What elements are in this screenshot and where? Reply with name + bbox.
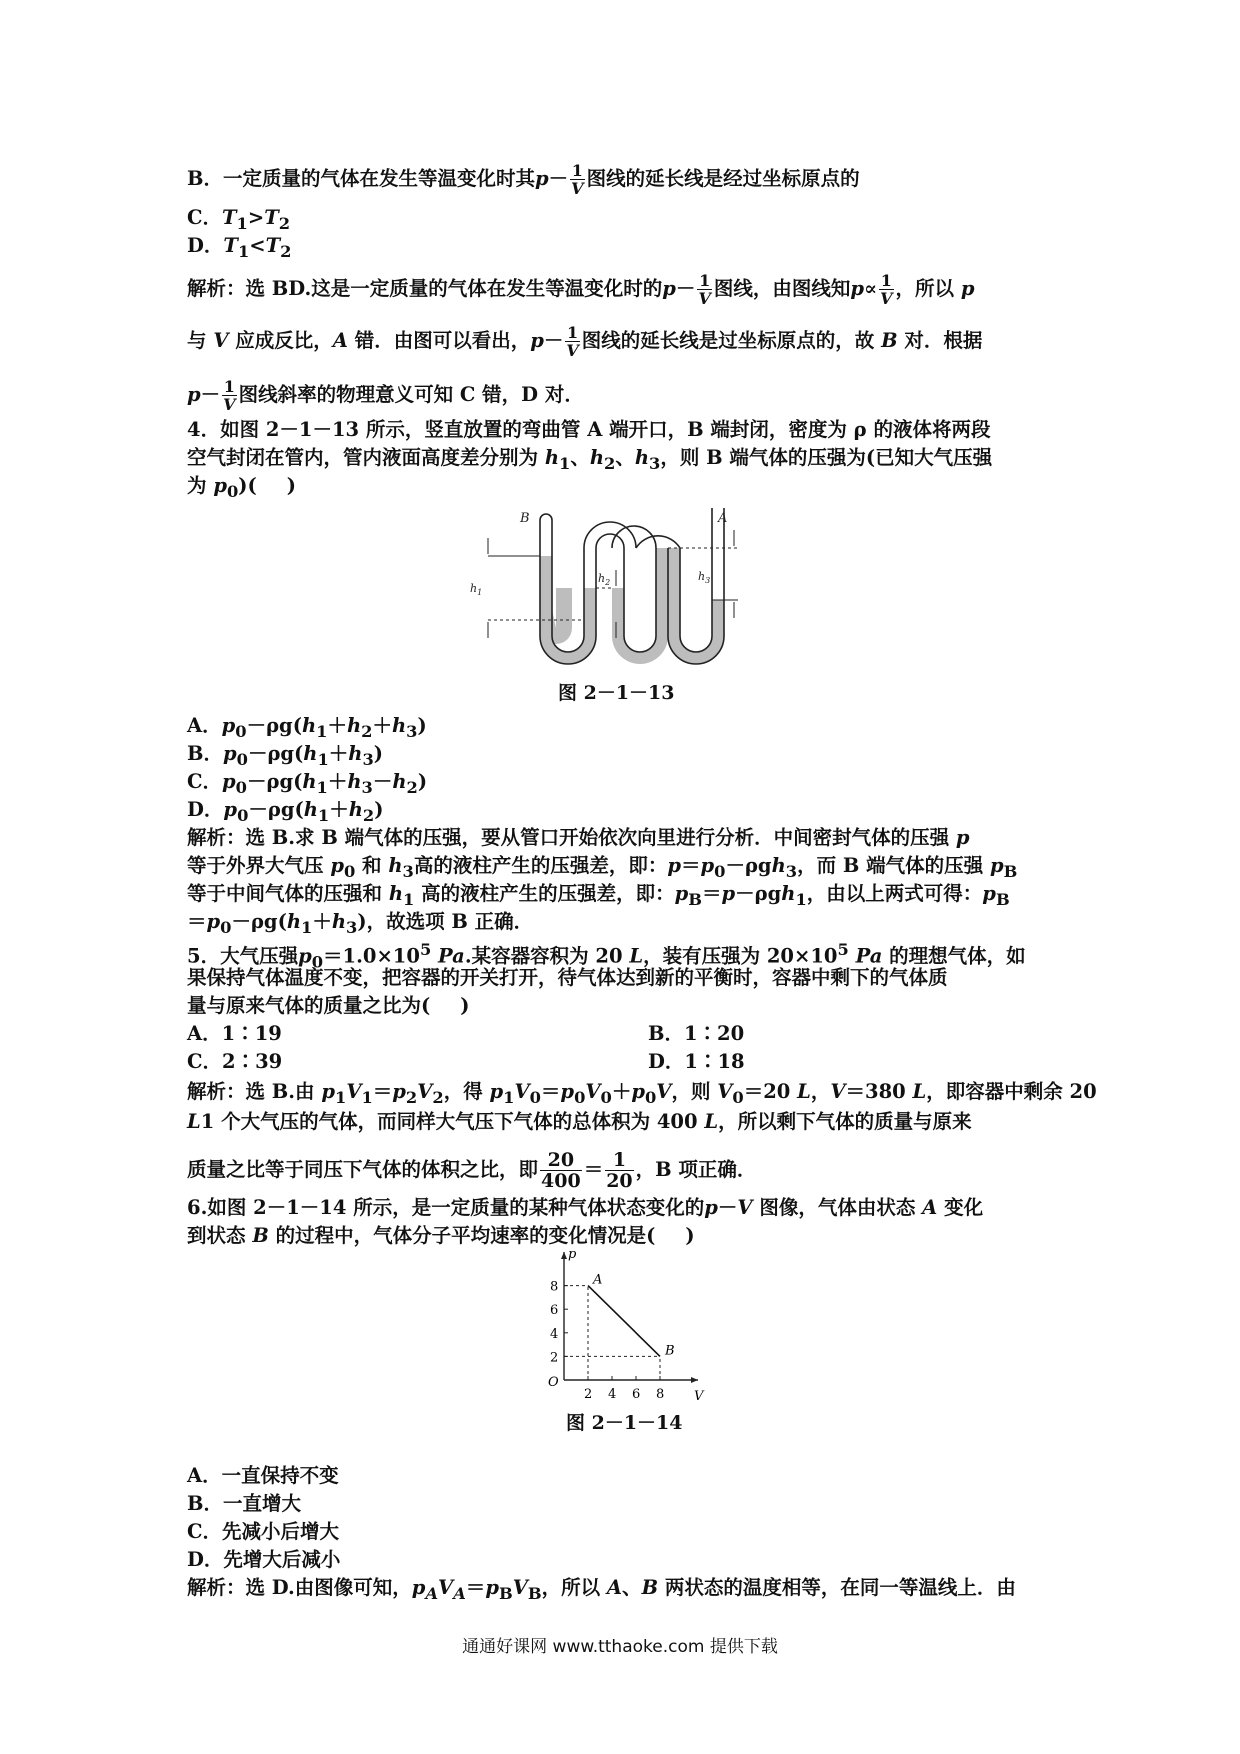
label-h2: $h_2$ <box>598 572 611 587</box>
q6-option-d: D．先增大后减小 <box>187 1548 341 1571</box>
x-axis-label: V <box>694 1389 704 1404</box>
q6-stem-line2: 到状态 B 的过程中，气体分子平均速率的变化情况是( ) <box>187 1224 695 1247</box>
q6-option-a: A．一直保持不变 <box>187 1464 339 1487</box>
origin-label: O <box>548 1375 559 1390</box>
q5-option-c: C．2∶39 <box>187 1050 283 1073</box>
q4-solution-line3: 等于中间气体的压强和 $h_1$ 高的液柱产生的压强差，即：$p_B=p-\rho gh_1$，由以上两式可得：$p_B$ <box>187 882 1010 909</box>
label-h1: $h_1$ <box>470 582 483 597</box>
point-label-a: A <box>593 1272 603 1288</box>
q4-option-d: D．$p_0-\rho g(h_1+h_2)$ <box>187 798 384 825</box>
q4-option-b: B．$p_0-\rho g(h_1+h_3)$ <box>187 742 384 769</box>
figure-caption-2-1-13: 图 2－1－13 <box>558 682 675 704</box>
q5-solution-line2: L1 个大气压的气体，而同样大气压下气体的总体积为 400 L，所以剩下气体的质量与原来 <box>187 1110 972 1133</box>
q5-stem-line2: 果保持气体温度不变，把容器的开关打开，待气体达到新的平衡时，容器中剩下的气体质 <box>187 966 948 989</box>
series-line <box>588 1286 660 1357</box>
y-tick-label: 2 <box>550 1350 559 1366</box>
y-axis-label: p <box>568 1247 577 1262</box>
y-tick-label: 6 <box>550 1303 559 1319</box>
u-tube-figure <box>470 508 738 676</box>
q6-option-b: B．一直增大 <box>187 1492 301 1515</box>
q3-solution-line2: 与 V 应成反比，A 错．由图可以看出，p－ $\frac{1}{V}$ 图线的延长线是过坐标原点的，故 B 对．根据 <box>187 323 983 360</box>
q5-stem-line1: 5．大气压强$p_0=1.0\times 10^5$ Pa.某容器容积为 20 L，装有压强为 $20\times 10^5$ Pa 的理想气体，如 <box>187 940 1026 972</box>
q3-solution-line3: p－ $\frac{1}{V}$ 图线斜率的物理意义可知 C 错，D 对． <box>187 377 584 414</box>
x-tick-label: 2 <box>584 1387 593 1402</box>
pv-chart <box>536 1247 712 1410</box>
page-footer: 通通好课网 www.tthaoke.com 提供下载 <box>462 1637 778 1657</box>
x-tick-label: 6 <box>632 1387 641 1402</box>
q6-stem-line1: 6.如图 2－1－14 所示，是一定质量的某种气体状态变化的p－V 图像，气体由状态 A 变化 <box>187 1196 984 1219</box>
q4-solution-line2: 等于外界大气压 $p_0$ 和 $h_3$高的液柱产生的压强差，即：$p=p_0-\rho gh_3$，而 B 端气体的压强 $p_B$ <box>187 854 1018 881</box>
q3-solution-line1: 解析：选 BD.这是一定质量的气体在发生等温变化时的p－ $\frac{1}{V}$ 图线，由图线知p∝ $\frac{1}{V}$ ，所以 p <box>187 271 975 308</box>
label-h3: $h_3$ <box>698 570 711 585</box>
q5-stem-line3: 量与原来气体的质量之比为( ) <box>187 994 470 1017</box>
q4-option-a: A．$p_0-\rho g(h_1+h_2+h_3)$ <box>187 714 427 741</box>
q6-option-c: C．先减小后增大 <box>187 1520 340 1543</box>
q3-option-c: C．$T_1>T_2$ <box>187 206 291 233</box>
x-tick-label: 8 <box>656 1387 665 1402</box>
q4-option-c: C．$p_0-\rho g(h_1+h_3-h_2)$ <box>187 770 428 797</box>
q5-option-d: D．1∶18 <box>648 1050 745 1073</box>
q4-stem-line3: 为 $p_0$)( ) <box>187 474 296 501</box>
point-label-b: B <box>665 1343 675 1359</box>
x-axis-arrow <box>691 1377 698 1383</box>
y-tick-label: 4 <box>550 1326 559 1342</box>
q3-option-d: D．$T_1<T_2$ <box>187 234 292 261</box>
q5-option-b: B．1∶20 <box>648 1022 745 1045</box>
q3-option-b: B．一定质量的气体在发生等温变化时其p－ $\frac{1}{V}$ 图线的延长线是经过坐标原点的 <box>187 161 860 198</box>
q5-solution-line3: 质量之比等于同压下气体的体积之比，即 $\frac{20}{400}$ ＝ $\frac{1}{20}$ ，B 项正确． <box>187 1149 757 1192</box>
q4-solution-line4: $=p_0-\rho g(h_1+h_3)$，故选项 B 正确． <box>187 910 534 937</box>
q5-option-a: A．1∶19 <box>187 1022 282 1045</box>
label-b: B <box>520 511 530 526</box>
q4-stem-line2: 空气封闭在管内，管内液面高度差分别为 $h_1$、$h_2$、$h_3$，则 B 端气体的压强为(已知大气压强 <box>187 446 993 473</box>
q4-stem-line1: 4．如图 2－1－13 所示，竖直放置的弯曲管 A 端开口，B 端封闭，密度为 ρ 的液体将两段 <box>187 418 991 441</box>
figure-caption-2-1-14: 图 2－1－14 <box>566 1412 683 1434</box>
q5-solution-line1: 解析：选 B.由 $p_1V_1=p_2V_2$，得 $p_1V_0=p_0V_0+p_0V$，则 $V_0=20$ L，V＝380 L，即容器中剩余 20 <box>187 1080 1097 1107</box>
y-tick-label: 8 <box>550 1279 559 1295</box>
q6-solution-line1: 解析：选 D.由图像可知，$p_AV_A=p_BV_B$，所以 A、B 两状态的温度相等，在同一等温线上．由 <box>187 1576 1016 1603</box>
x-tick-label: 4 <box>608 1387 617 1402</box>
q4-solution-line1: 解析：选 B.求 B 端气体的压强，要从管口开始依次向里进行分析．中间密封气体的压强 p <box>187 826 970 849</box>
y-axis-arrow <box>561 1252 567 1259</box>
label-a: A <box>718 511 728 526</box>
